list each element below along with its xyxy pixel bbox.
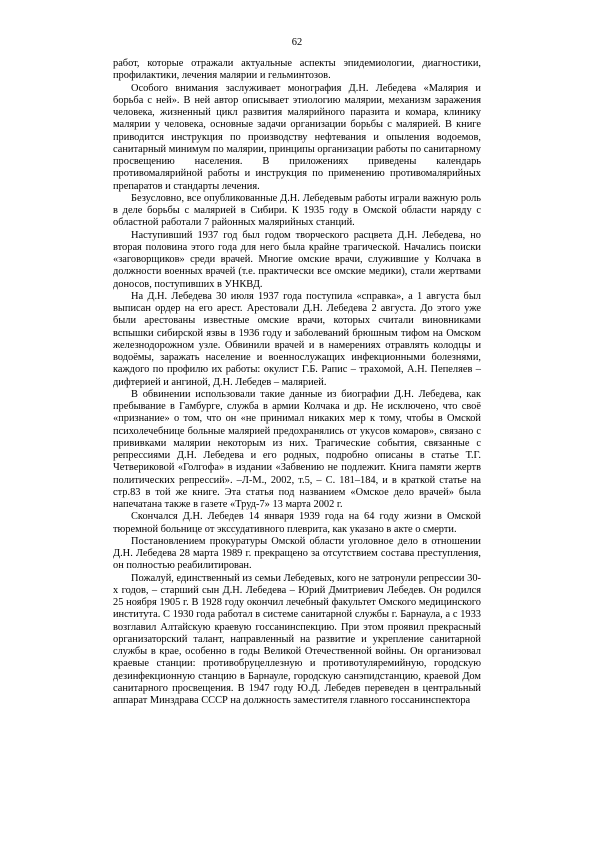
- paragraph-1: работ, которые отражали актуальные аспекты эпидемиологии, диагностики, профилактики, лечения малярии и гельминтозов.: [113, 58, 481, 82]
- paragraph-5: На Д.Н. Лебедева 30 июля 1937 года поступила «справка», а 1 августа был выписан ордер на его арест. Арестовали Д.Н. Лебедева 2 августа. До этого уже были арестованы известные омские врачи, которых считали виновниками вспышки сибирской язвы в 1936 году и заболеваний брюшным тифом на Омском железнодорожном узле. Обвинили врачей и в намерениях отравлять колодцы и водоёмы, заражать население и военнослужащих инфекционными болезнями, каждого по профилю их работы: окулист Г.Б. Рапис – трахомой, А.Н. Пепеляев – дифтерией и ангиной, Д.Н. Лебедев – малярией.: [113, 290, 481, 388]
- paragraph-7: Скончался Д.Н. Лебедев 14 января 1939 года на 64 году жизни в Омской тюремной больнице от экссудативного плеврита, как указано в акте о смерти.: [113, 511, 481, 535]
- paragraph-3: Безусловно, все опубликованные Д.Н. Лебедевым работы играли важную роль в деле борьбы с малярией в Сибири. К 1935 году в Омской области наряду с областной работали 7 районных малярийных станций.: [113, 192, 481, 229]
- paragraph-2: Особого внимания заслуживает монография Д.Н. Лебедева «Малярия и борьба с ней». В ней автор описывает этиологию малярии, механизм заражения человека, жизненный цикл развития малярийного паразита и комара, клинику малярии у человека, основные задачи организации борьбы с малярией. В книге приводится инструкция по производству нефтевания и опыления водоемов, санитарный минимум по малярии, принципы организации работы по санитарному просвещению населения. В приложениях приведены календарь противомалярийной работы и инструкция по применению противомалярийных препаратов и стандарты лечения.: [113, 82, 481, 192]
- paragraph-8: Постановлением прокуратуры Омской области уголовное дело в отношении Д.Н. Лебедева 28 марта 1989 г. прекращено за отсутствием состава преступления, он полностью реабилитирован.: [113, 535, 481, 572]
- paragraph-9: Пожалуй, единственный из семьи Лебедевых, кого не затронули репрессии 30-х годов, – старший сын Д.Н. Лебедева – Юрий Дмитриевич Лебедев. Он родился 25 ноября 1905 г. В 1928 году окончил лечебный факультет Омского медицинского института. С 1930 года работал в системе санитарной службы г. Барнаула, а с 1933 возглавил Алтайскую краевую госсанинспекцию. При этом проявил прекрасный организаторский талант, направленный на развитие и укрепление санитарной службы в крае, особенно в годы Великой Отечественной войны. Он организовал краевые станции: противобруцеллезную и противотуляремийную, городскую дезинфекционную станцию в Барнауле, городскую санэпидстанцию, краевой Дом санитарного просвещения. В 1947 году Ю.Д. Лебедев переведен в центральный аппарат Минздрава СССР на должность заместителя главного госсанинспектора: [113, 572, 481, 706]
- paragraph-6: В обвинении использовали такие данные из биографии Д.Н. Лебедева, как пребывание в Гамбурге, служба в армии Колчака и др. Не исключено, что своё «признание» о том, что он «не принимал никаких мер к тому, чтобы в Омской психолечебнице больные малярией предохранялись от укусов комаров», связано с прививками малярии некоторым из них. Трагические события, связанные с репрессиями Д.Н. Лебедева и его родных, подробно описаны в статье Т.Г. Четвериковой «Голгофа» в издании «Забвению не подлежит. Книга памяти жертв политических репрессий». –Л-М., 2002, т.5, – С. 181–184, и в краткой статье на стр.83 в той же книге. Эта статья под названием «Омское дело врачей» была напечатана также в газете «Труд-7» 13 марта 2002 г.: [113, 388, 481, 510]
- page-body: [113, 58, 481, 707]
- page-number: 62: [291, 37, 303, 48]
- paragraph-4: Наступивший 1937 год был годом творческого расцвета Д.Н. Лебедева, но вторая половина этого года для него была крайне трагической. Начались поиски «заговорщиков» среди врачей. Многие омские врачи, служившие у Колчака в должности военных врачей (т.е. практически все омские медики), стали жертвами доносов, поступивших в УНКВД.: [113, 229, 481, 290]
